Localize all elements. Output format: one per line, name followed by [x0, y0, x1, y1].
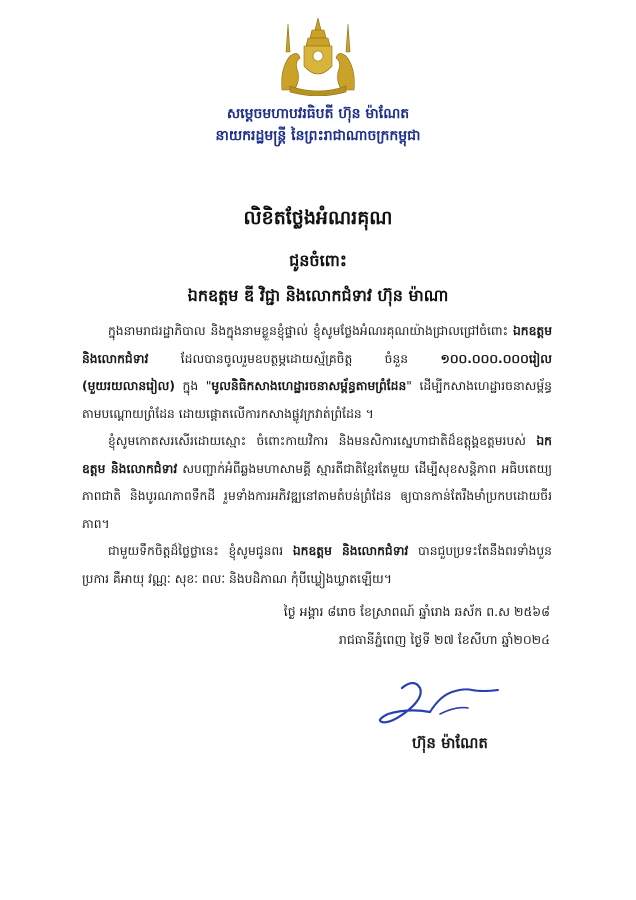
p3-bold-recipients: ឯកឧត្តម និងលោកជំទាវ [292, 544, 409, 558]
letter-body [82, 318, 552, 593]
handwritten-signature [360, 672, 520, 732]
p1-text-5: " ដើម្បីកសាងហេដ្ឋារចនាសម្ព័ន្ធតាមបណ្ដោយព្រំដែន ដោយផ្ដោតលើការកសាងផ្លូវក្រវាត់ព្រំដែន ។ [82, 379, 552, 421]
office-line-1: សម្ដេចមហាបវរធិបតី ហ៊ុន ម៉ាណែត [226, 106, 410, 122]
paragraph-1 [82, 318, 552, 428]
p2-bold-recipients: ឯកឧត្តម និងលោកជំទាវ [82, 434, 552, 476]
p2-text-1: ខ្ញុំសូមកោតសរសើរដោយស្មោះ ចំពោះកាយវិការ និងមនសិការស្នេហាជាតិដ៏ឧត្ដុង្គឧត្ដមរបស់ [108, 434, 537, 448]
addressed-to: ជូនចំពោះ [289, 251, 347, 270]
p2-text-2: សបញ្ជាក់អំពីឆ្លងមហាសាមគ្គី ស្មារតីជាតិខ្មែរតែមួយ ដើម្បីសុខសន្តិភាព អធិបតេយ្យភាពជាតិ និងបូរណភាពទឹកដី រួមទាំងការអភិវឌ្ឍនៅតាមតំបន់ព្រំដែន ឲ្យបានកាន់តែរឹងមាំប្រកបដោយចីរភាព។ [82, 461, 553, 531]
p1-fund-name: មូលនិធិកសាងហេដ្ឋារចនាសម្ព័ន្ធតាមព្រំដែន [211, 379, 407, 393]
solar-date: រាជធានីភ្នំពេញ ថ្ងៃទី ២៧ ខែសីហា ឆ្នាំ២០២៤ [338, 632, 550, 647]
p3-text-2: បានជួបប្រទះតែនឹងពរទាំងបួនប្រការ គឺអាយុ វណ្ណៈ សុខៈ ពលៈ និងបដិភាណ កុំបីឃ្លៀងឃ្លាតឡើយ។ [82, 544, 552, 586]
p1-amount: ១០០.០០០.០០០រៀល [440, 351, 552, 366]
office-line-2: នាយករដ្ឋមន្ត្រី នៃព្រះរាជាណាចក្រកម្ពុជា [215, 128, 421, 144]
p1-bold-recipients: ឯកឧត្តម និងលោកជំទាវ [82, 324, 552, 366]
signatory-name: ហ៊ុន ម៉ាណែត [412, 734, 488, 752]
lunar-date: ថ្ងៃ អង្គារ ៨រោច ខែស្រាពណ៍ ឆ្នាំរោង ឆស័ក ព.ស ២៥៦៨ [283, 604, 550, 619]
p1-amount-words: (មួយរយលានរៀល) [82, 379, 175, 393]
recipients: ឯកឧត្តម ឌី វិជ្ជា និងលោកជំទាវ ហ៊ុន ម៉ាណា [187, 286, 449, 305]
p1-text-2: ដែលបានចូលរួមឧបត្ថម្ភដោយស្ម័គ្រចិត្ត ចំនួន [148, 351, 441, 366]
p3-text-1: ជាមួយទឹកចិត្តដ៏ថ្លៃថ្លានេះ ខ្ញុំសូមជូនពរ [108, 544, 293, 558]
paragraph-2 [82, 428, 552, 538]
royal-emblem-icon [276, 16, 360, 96]
paragraph-3 [82, 538, 552, 593]
letter-title: លិខិតថ្លែងអំណរគុណ [243, 207, 393, 229]
p1-text-1: ក្នុងនាមរាជរដ្ឋាភិបាល និងក្នុងនាមខ្លួនខ្ញុំផ្ទាល់ ខ្ញុំសូមថ្លែងអំណរគុណយ៉ាងជ្រាលជ្រៅចំពោះ [108, 324, 513, 338]
p1-text-4: ក្នុង " [174, 379, 212, 393]
